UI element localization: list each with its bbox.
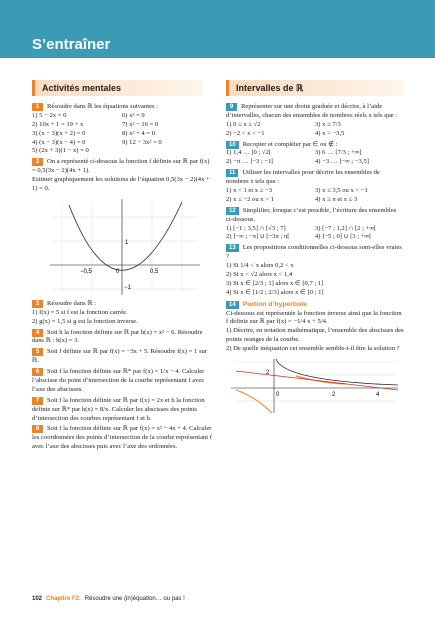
axis-label: 0,5 bbox=[150, 268, 159, 275]
exercise-12: 12 Simplifier, lorsque c’est possible, l’écriture des ensembles ci-dessous. 1) [−1 ; 3,5] ∩ [√3 ; 7] 3) [−7 ; 1,2] ∩ [2 ; +∞[ 2) ]−∞ ; −π] ∪ [−3π ; π[ 4) ]−5 ; 0] ∪ [3 ; +∞[ bbox=[226, 206, 397, 241]
axis-label: −1 bbox=[124, 284, 131, 291]
exercise-1: 1 Résoudre dans ℝ les équations suivantes : 1) 5 − 2x = 0 6) x² = 9 2) 10x + 1 = 19 + x 7) x² − 16 = 0 3) (x − 3)(x + 2) = 0 8) x² + 4 = 0 4) (x − 3)(x − 4) = 0 9) 12 − 3x² = 0 5) (2x + 3)(1 − x) = 0 bbox=[32, 103, 162, 155]
chapter-title: Résoudre une (in)équation… ou pas ! bbox=[84, 596, 185, 602]
svg-text:2: 2 bbox=[266, 370, 270, 377]
page-header bbox=[0, 0, 435, 58]
svg-text:2: 2 bbox=[332, 392, 336, 399]
axis-label: −0,5 bbox=[80, 268, 92, 275]
chapter-label: Chapitre F2. bbox=[46, 596, 81, 602]
hyperbola-graph bbox=[226, 357, 404, 415]
page-title: S’entraîner bbox=[32, 36, 111, 53]
exercise-2: 2 On a représenté ci-dessous la fonction f définie sur ℝ par f(x) = 0,5(3x − 2)(4x + 1). Estimer graphiquement les solutions de l’équation 0,5(3x − 2)(4x + 1) = 0. 1 −1 −0,5 0 0,5 bbox=[32, 158, 212, 297]
page-number: 102 bbox=[32, 596, 43, 602]
exercise-6: 6 Soit f la fonction définie sur ℝ* par f(x) = 1/x − 4. Calculer l’abscisse du point d’intersection de la courbe représentant f avec l’axe des abscisses. bbox=[32, 368, 205, 393]
exercise-13: 13 Les propositions conditionnelles ci-dessous sont-elles vraies ? 1) Si 1/4 < x alors 0,2 < x 2) Si x < √2 alors x < 1,4 3) Si x ∈ [2/3 ; 1] alors x ∈ [0,7 ; 1] 4) Si x ∈ [1/2 ; 2/3] alors x ∈ [0 ; 1] bbox=[226, 244, 402, 296]
exercise-14: 14 Portion d’hyperbole Ci-dessous est représentée la fonction inverse ainsi que la fonction f définie sur ℝ par f(x) = −1/4 x + 5/4. 1) Décrire, en notation mathématique, l’ensemble des abscisses des points oranges de la courbe. 2) De quelle inéquation cet ensemble semble-t-il être la solution ? 2 0 2 4 bbox=[226, 300, 404, 415]
exercise-number: 1 bbox=[32, 103, 43, 111]
exercise-3: 3 Résoudre dans ℝ : 1) f(x) = 5 si f est la fonction carrée. 2) g(x) = 1,5 si g est la fonction inverse. bbox=[32, 299, 138, 325]
svg-text:4: 4 bbox=[376, 392, 380, 399]
page-footer bbox=[32, 595, 185, 603]
exercise-7: 7 Soit f la fonction définie sur ℝ par f(x) = 2x et h la fonction définie sur ℝ* par h(x) = 8/x. Calculer les abscisses des points d’intersection des courbes représentant f et h. bbox=[32, 396, 205, 422]
exercise-4: 4 Soit h la fonction définie sur ℝ par h(x) = x² − 6. Résoudre dans ℝ : h(x) = 3. bbox=[32, 328, 203, 345]
exercise-8: 8 Soit f la fonction définie sur ℝ par f(x) = x² − 4x + 4. Calculer les coordonnées des points d’intersection de la courbe représentant f avec l’axe des abscisses puis avec l’axe des ordonnées. bbox=[32, 425, 212, 451]
left-column bbox=[32, 103, 212, 454]
exercise-10: 10 Recopier et compléter par ∈ ou ∉ : 1) 1,4 … ]0 ; √2[ 3) 6 … [7/3 ; +∞[ 2) −π … ]−3 ; −1[ 4) −3 … ]−∞ ; −3,5] bbox=[226, 140, 369, 166]
exercise-9: 9 Représenter sur une droite graduée et décrire, à l’aide d’intervalles, chacun des ensembles de nombres réels x tels que : 1) 0 ≤ x ≤ √2 3) x ≥ 7/3 2) −2 < x < −1 4) x > −3,5 bbox=[226, 103, 398, 137]
axis-label: 0 bbox=[116, 268, 120, 275]
exercise-5: 5 Soit f définie sur ℝ par f(x) = −3x + 5. Résoudre f(x) = 1 sur ℝ. bbox=[32, 348, 207, 365]
section-title-intervalles: Intervalles de ℝ bbox=[226, 80, 404, 96]
axis-label: 1 bbox=[125, 239, 129, 246]
section-title-activites: Activités mentales bbox=[32, 80, 202, 96]
exercise-11: 11 Utiliser les intervalles pour décrire les ensembles de nombres x tels que : 1) x < 1 et x ≥ −3 3) x ≤ 3,5 ou x < −1 2) x ≤ −2 ou x > 1 4) x ≥ π et x ≤ 3 bbox=[226, 169, 380, 203]
right-column bbox=[226, 103, 404, 417]
svg-text:0: 0 bbox=[276, 392, 280, 399]
parabola-graph bbox=[32, 197, 212, 297]
